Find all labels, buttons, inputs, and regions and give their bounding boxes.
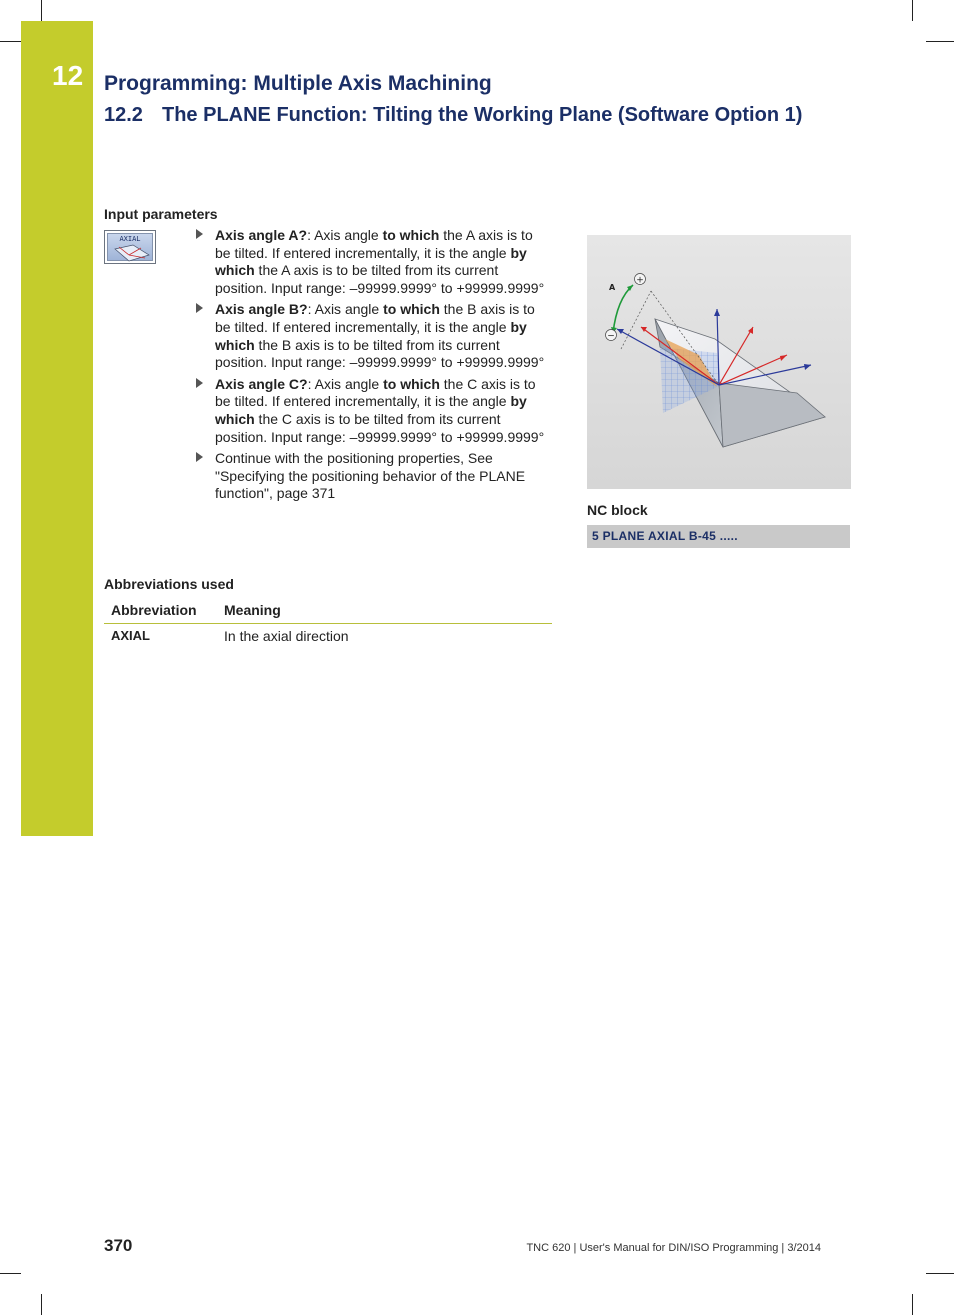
parameter-emphasis: by which xyxy=(215,393,527,427)
crop-mark xyxy=(0,41,21,42)
axial-plane-icon xyxy=(111,243,153,263)
parameter-axis-angle-a xyxy=(196,227,552,297)
parameter-label: Axis angle A? xyxy=(215,227,308,243)
continue-text: Continue with the positioning properties, See "Specifying the positioning behavior of the PLANE function", page 371 xyxy=(215,450,526,502)
crop-mark xyxy=(926,1273,954,1274)
parameter-text: : Axis angle xyxy=(307,227,383,243)
parameter-axis-angle-c xyxy=(196,376,552,446)
parameter-emphasis: to which xyxy=(382,227,440,243)
parameter-text: the C axis is to be tilted. If entered incrementally, it is the angle xyxy=(215,375,536,410)
table-header xyxy=(104,600,552,624)
plus-sign: + xyxy=(636,275,644,286)
parameter-text: the B axis is to be tilted. If entered incrementally, it is the angle xyxy=(215,301,535,335)
softkey-label: AXIAL xyxy=(119,235,141,243)
parameter-emphasis: to which xyxy=(383,375,440,392)
parameter-text: the A axis is to be tilted from its current position. Input range: –99999.9999° to +99999.9999° xyxy=(215,262,545,296)
meaning-cell: In the axial direction xyxy=(224,628,349,644)
column-header-abbreviation: Abbreviation xyxy=(111,602,197,618)
parameter-text: the C axis is to be tilted from its current position. Input range: –99999.9999° to +99999.9999° xyxy=(215,410,545,445)
axial-softkey[interactable] xyxy=(104,230,156,264)
parameter-list xyxy=(196,227,552,507)
bullet-triangle-icon xyxy=(196,378,203,388)
parameter-text: the A axis is to be tilted. If entered incrementally, it is the angle xyxy=(215,227,533,261)
crop-mark xyxy=(0,1273,21,1274)
minus-sign: − xyxy=(607,331,615,342)
axis-label-a: A xyxy=(609,283,616,292)
crop-mark xyxy=(41,0,42,21)
nc-block-heading: NC block xyxy=(587,502,648,518)
chapter-sidebar xyxy=(21,21,93,836)
table-row xyxy=(104,624,552,644)
footer-text: TNC 620 | User's Manual for DIN/ISO Programming | 3/2014 xyxy=(526,1242,821,1254)
nc-block-code: 5 PLANE AXIAL B-45 ..... xyxy=(587,525,850,548)
crop-mark xyxy=(912,0,913,21)
page-number: 370 xyxy=(104,1236,133,1255)
section-title-text: The PLANE Function: Tilting the Working Plane (Software Option 1) xyxy=(162,104,803,126)
parameter-emphasis: to which xyxy=(383,301,440,318)
continue-instruction xyxy=(196,450,552,503)
bullet-triangle-icon xyxy=(196,303,203,313)
axial-tilt-illustration xyxy=(587,235,851,489)
parameter-emphasis: by which xyxy=(215,244,527,279)
bullet-triangle-icon xyxy=(196,452,203,462)
section-number: 12.2 xyxy=(104,104,143,126)
parameter-text: : Axis angle xyxy=(307,375,384,392)
parameter-text: the B axis is to be tilted from its current position. Input range: –99999.9999° to +99999.9999° xyxy=(215,336,545,371)
abbreviations-table xyxy=(104,600,552,644)
bullet-triangle-icon xyxy=(196,229,203,239)
softkey-face xyxy=(107,233,153,261)
chapter-number: 12 xyxy=(52,60,84,91)
parameter-text: : Axis angle xyxy=(307,301,384,318)
crop-mark xyxy=(926,41,954,42)
parameter-label: Axis angle B? xyxy=(215,301,308,318)
input-parameters-heading: Input parameters xyxy=(104,206,218,222)
parameter-label: Axis angle C? xyxy=(215,375,308,392)
parameter-emphasis: by which xyxy=(215,318,527,353)
section-title xyxy=(104,104,802,127)
parameter-axis-angle-b xyxy=(196,301,552,371)
crop-mark xyxy=(912,1294,913,1315)
column-header-meaning: Meaning xyxy=(224,602,281,618)
abbreviation-cell: AXIAL xyxy=(111,628,150,643)
chapter-title: Programming: Multiple Axis Machining xyxy=(104,72,492,95)
abbreviations-heading: Abbreviations used xyxy=(104,576,234,592)
crop-mark xyxy=(41,1294,42,1315)
